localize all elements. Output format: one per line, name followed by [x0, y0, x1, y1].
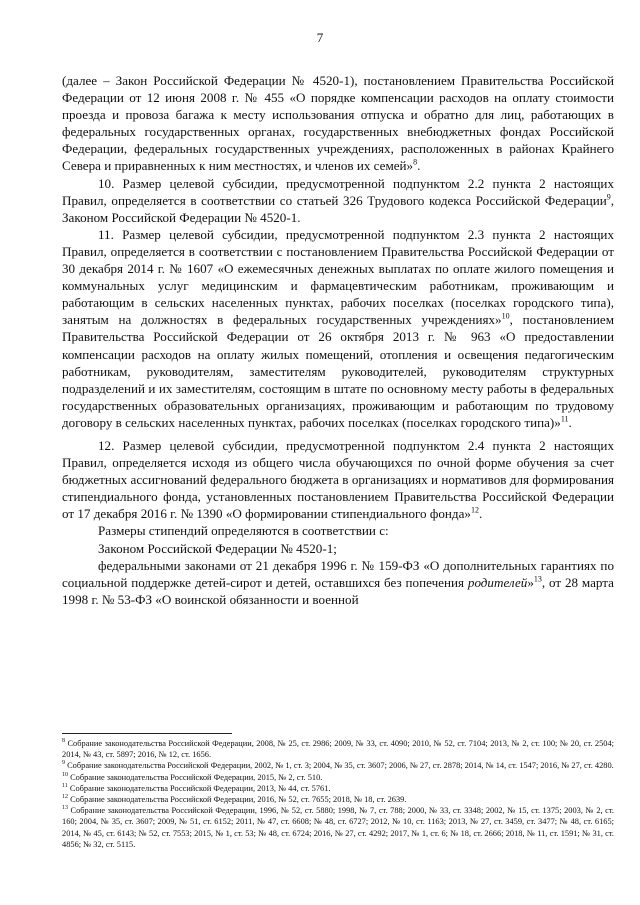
paragraph-text: 10. Размер целевой субсидии, предусмотренной подпунктом 2.2 пункта 2 настоящих Правил, определяется в соответствии со статьей 326 Трудового кодекса Российской Федерации [62, 175, 614, 208]
footnote [62, 805, 614, 850]
paragraph-text: федеральными законами от 21 декабря 1996 г. № 159-ФЗ «О дополнительных гарантиях по социальной поддержке детей-сирот и детей, оставшихся без попечения [62, 557, 614, 590]
footnote-text: Собрание законодательства Российской Федерации, 1996, № 52, ст. 5880; 1998, № 7, ст. 788; 2000, № 33, ст. 3348; 2002, № 15, ст. 1375; 2003, № 2, ст. 160; 2004, № 35, ст. 3607; 2009, № 51, ст. 6152; 2011, № 47, ст. 6608; № 48, ст. 6727; 2012, № 10, ст. 1163; 2013, № 27, ст. 3459, ст. 3477; № 48, ст. 6165; 2014, № 45, ст. 6143; № 52, ст. 7553; 2015, № 1, ст. 53; № 48, ст. 6724; 2016, № 27, ст. 4292; 2017, № 1, ст. 6; № 18, ст. 2666; 2018, № 11, ст. 1591; № 31, ст. 4856; № 32, ст. 5115. [62, 806, 614, 849]
footnote [62, 783, 614, 794]
paragraph-continuation [62, 72, 614, 175]
footnote-mark: 10 [62, 771, 68, 778]
paragraph-text: Законом Российской Федерации № 4520-1; [98, 540, 337, 556]
paragraph-text: . [568, 414, 572, 430]
paragraph-text: Размеры стипендий определяются в соответствии с: [98, 523, 389, 539]
footnote-ref: 12 [470, 505, 479, 515]
paragraph-text: . [478, 506, 483, 522]
paragraph-text: . [417, 158, 421, 174]
footnote-text: Собрание законодательства Российской Федерации, 2016, № 52, ст. 7655; 2018, № 18, ст. 2639. [68, 795, 407, 805]
footnote-separator [62, 733, 232, 734]
footnote-text: Собрание законодательства Российской Федерации, 2002, № 1, ст. 3; 2004, № 35, ст. 3607; 2006, № 27, ст. 2878; 2014, № 14, ст. 1547; 2016, № 27, ст. 4280. [65, 761, 614, 771]
footnote [62, 760, 614, 771]
footnote-text: Собрание законодательства Российской Федерации, 2015, № 2, ст. 510. [68, 772, 323, 782]
paragraph-12 [62, 437, 614, 522]
footnote-mark: 11 [62, 783, 68, 790]
footnote [62, 772, 614, 783]
footnote-ref: 9 [606, 192, 611, 202]
footnote-ref: 10 [501, 311, 510, 321]
paragraph-11 [62, 226, 614, 431]
paragraph-text: , постановлением Правительства Российской Федерации от 26 октября 2013 г. № 963 «О предоставлении компенсации расходов на оплату жилых помещений, отопления и освещения педагогическим работникам, руководителям, заместителям руководителей, руководителям структурных подразделений и их заместителям, состоящим в штате по основному месту работы в федеральных государственных образовательных организациях, проживающим и работающим по трудовому договору в сельских населенных пунктах, рабочих поселках (поселках городского типа)» [62, 312, 614, 430]
footnote [62, 794, 614, 805]
footnote-text: Собрание законодательства Российской Федерации, 2008, № 25, ст. 2986; 2009, № 33, ст. 4090; 2010, № 52, ст. 7104; 2013, № 2, ст. 100; № 20, ст. 2504; 2014, № 43, ст. 5897; 2016, № 12, ст. 1656. [62, 739, 614, 760]
footnote-ref: 11 [560, 414, 569, 424]
paragraph-10 [62, 175, 614, 226]
footnotes [62, 738, 614, 850]
paragraph-federal-laws [62, 557, 614, 608]
paragraph-text: 11. Размер целевой субсидии, предусмотренной подпунктом 2.3 пункта 2 настоящих Правил, определяется в соответствии с постановлением Правительства Российской Федерации от 30 декабря 2014 г. № 1607 «О ежемесячных денежных выплатах по оплате жилого помещения и коммунальных услуг медицинским и фармацевтическим работникам, проживающим и работающим в сельских населенных пунктах, рабочих поселках (поселках городского типа), занятым на должностях в федеральных государственных учреждениях» [62, 226, 614, 328]
body-text [62, 72, 614, 608]
paragraph-text: , Законом Российской Федерации № 4520-1. [62, 192, 614, 225]
paragraph-text: родителей [467, 574, 528, 590]
footnote-text: Собрание законодательства Российской Федерации, 2013, № 44, ст. 5761. [67, 783, 331, 793]
footnote [62, 738, 614, 760]
paragraph-text: (далее – Закон Российской Федерации № 4520-1), постановлением Правительства Российской Федерации от 12 июня 2008 г. № 455 «О порядке компенсации расходов на оплату стоимости проезда и провоза багажа к месту использования отпуска и обратно для лиц, работающих в федеральных государственных органах, государственных внебюджетных фондах Российской Федерации, федеральных государственных учреждениях, расположенных в районах Крайнего Севера и приравненных к ним местностях, и членов их семей» [62, 73, 614, 174]
footnote-ref: 8 [413, 158, 418, 168]
paragraph-stipend-intro [62, 522, 614, 539]
paragraph-text: , от 28 марта 1998 г. № 53-ФЗ «О воинской обязанности и военной [62, 574, 614, 607]
paragraph-text: 12. Размер целевой субсидии, предусмотренной подпунктом 2.4 пункта 2 настоящих Правил, определяется исходя из общего числа обучающихся по очной форме обучения за счет бюджетных ассигнований федерального бюджета в организациях и нормативов для формирования стипендиального фонда, установленных постановлением Правительства Российской Федерации от 17 декабря 2016 г. № 1390 «О формировании стипендиального фонда» [62, 437, 614, 522]
footnote-mark: 12 [62, 794, 68, 801]
page-number: 7 [316, 30, 324, 45]
paragraph-law-4520 [62, 540, 614, 557]
footnote-mark: 8 [62, 738, 65, 745]
footnote-ref: 13 [533, 574, 542, 584]
paragraph-text: » [527, 574, 534, 590]
footnote-mark: 9 [62, 760, 65, 767]
footnote-mark: 13 [62, 805, 68, 812]
